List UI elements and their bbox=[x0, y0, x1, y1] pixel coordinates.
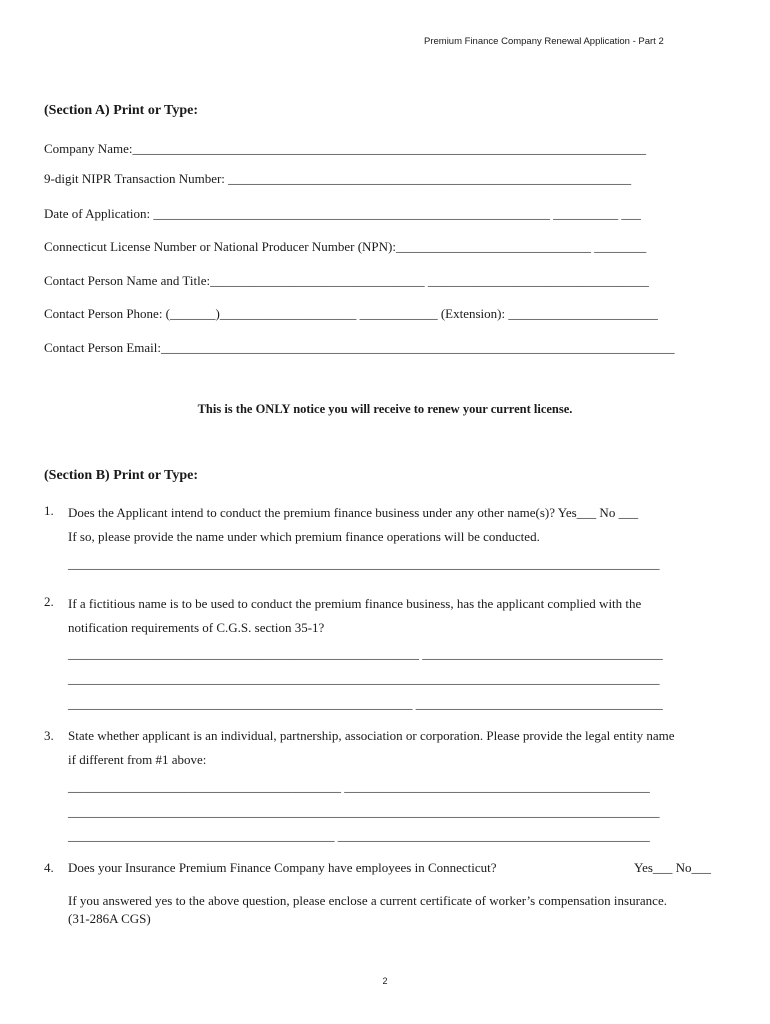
question-2-followup: notification requirements of C.G.S. section 35-1? bbox=[68, 620, 325, 635]
renewal-notice: This is the ONLY notice you will receive to renew your current license. bbox=[197, 402, 573, 416]
question-2-number: 2. bbox=[44, 594, 54, 609]
question-3-answer-line[interactable]: ___________________________________________________________________________________________ bbox=[68, 804, 660, 819]
contact-email-field[interactable]: Contact Person Email:_______________________________________________________________________________ bbox=[44, 340, 675, 355]
question-4-yes-no[interactable]: Yes___ No___ bbox=[634, 860, 712, 875]
question-1-answer-line[interactable]: ___________________________________________________________________________________________ bbox=[68, 556, 660, 571]
page-header: Premium Finance Company Renewal Application - Part 2 bbox=[424, 36, 664, 47]
question-4-statute: (31-286A CGS) bbox=[68, 911, 151, 926]
question-2-text: If a fictitious name is to be used to conduct the premium finance business, has the applicant complied with the bbox=[68, 596, 642, 611]
section-a-title: (Section A) Print or Type: bbox=[44, 103, 198, 118]
license-npn-field[interactable]: Connecticut License Number or National Producer Number (NPN):______________________________ ________ bbox=[44, 239, 647, 254]
page-number: 2 bbox=[382, 976, 388, 986]
company-name-field[interactable]: Company Name:_______________________________________________________________________________ bbox=[44, 141, 646, 156]
question-3-text: State whether applicant is an individual, partnership, association or corporation. Please provide the legal entity name bbox=[68, 728, 675, 743]
section-b-title: (Section B) Print or Type: bbox=[44, 468, 198, 483]
question-2-answer-line[interactable]: _____________________________________________________ ______________________________________ bbox=[68, 696, 663, 711]
application-date-field[interactable]: Date of Application: _____________________________________________________________ __________ ___ bbox=[44, 206, 641, 221]
question-4-followup: If you answered yes to the above question, please enclose a current certificate of worker’s compensation insurance. bbox=[68, 893, 667, 908]
contact-name-field[interactable]: Contact Person Name and Title:_________________________________ __________________________________ bbox=[44, 273, 649, 288]
question-1-number: 1. bbox=[44, 503, 54, 518]
contact-phone-field[interactable]: Contact Person Phone: (_______)_____________________ ____________ (Extension): _______________________ bbox=[44, 306, 658, 321]
question-3-answer-line[interactable]: _________________________________________ ________________________________________________ bbox=[68, 828, 650, 843]
question-2-answer-line[interactable]: ______________________________________________________ _____________________________________ bbox=[68, 646, 663, 661]
question-1-followup: If so, please provide the name under which premium finance operations will be conducted. bbox=[68, 529, 540, 544]
question-4-text: Does your Insurance Premium Finance Company have employees in Connecticut? bbox=[68, 860, 497, 875]
nipr-number-field[interactable]: 9-digit NIPR Transaction Number: ______________________________________________________________ bbox=[44, 171, 632, 186]
question-3-followup: if different from #1 above: bbox=[68, 752, 207, 767]
question-3-number: 3. bbox=[44, 728, 54, 743]
question-3-answer-line[interactable]: __________________________________________ _______________________________________________ bbox=[68, 779, 650, 794]
question-2-answer-line[interactable]: ___________________________________________________________________________________________ bbox=[68, 671, 660, 686]
question-4-number: 4. bbox=[44, 860, 54, 875]
question-1-text: Does the Applicant intend to conduct the premium finance business under any other name(s)? Yes___ No ___ bbox=[68, 505, 639, 520]
